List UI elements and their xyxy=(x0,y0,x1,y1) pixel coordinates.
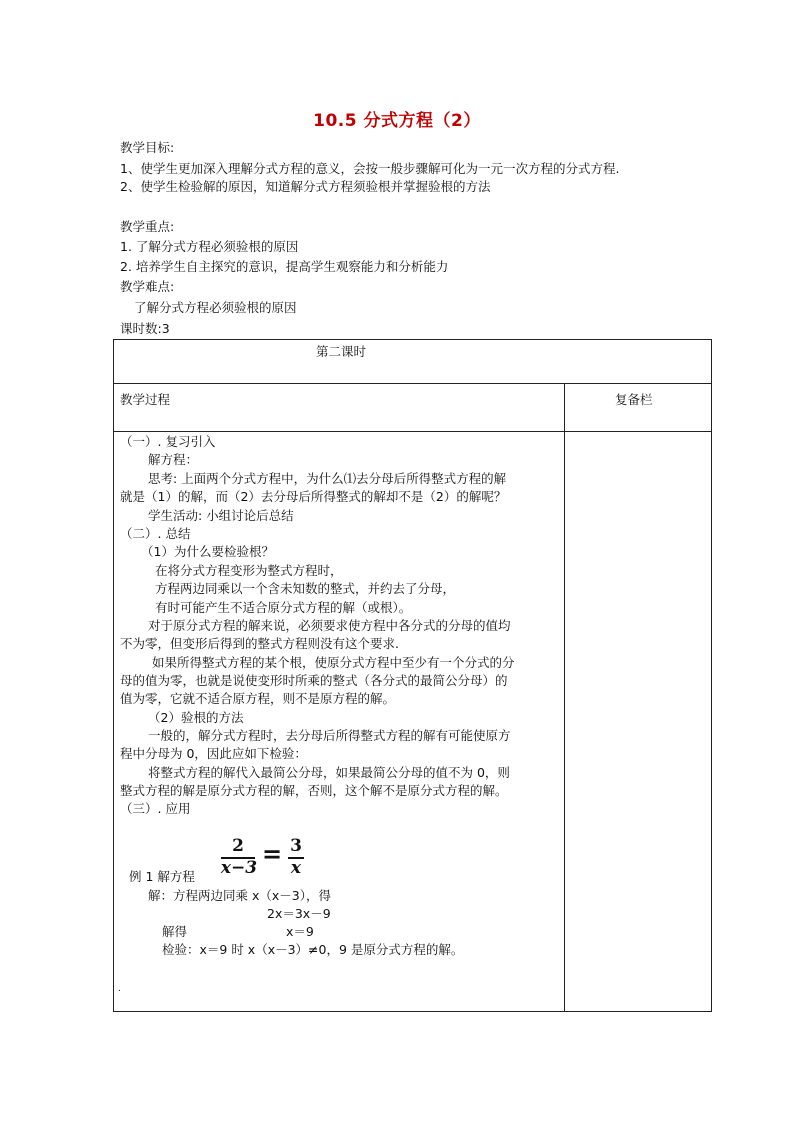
solution-step-label: 解得 xyxy=(162,924,188,939)
lhs-numerator: 2 xyxy=(232,836,244,856)
example-label: 例 1 解方程 xyxy=(129,869,195,884)
section-heading: （三）. 应用 xyxy=(120,801,191,816)
content-line: 值为零，它就不适合原方程，则不是原方程的解。 xyxy=(120,691,396,706)
class-hours: 课时数:3 xyxy=(120,321,170,336)
content-line: 在将分式方程变形为整式方程时， xyxy=(155,563,343,578)
solution-check: 检验：x＝9 时 x（x－3）≠0，9 是原分式方程的解。 xyxy=(162,942,464,957)
section-heading: （一）. 复习引入 xyxy=(120,434,216,449)
process-header: 教学过程 xyxy=(120,392,171,407)
content-line: 方程两边同乘以一个含未知数的整式，并约去了分母， xyxy=(155,581,456,596)
lesson-header-cell xyxy=(114,340,712,384)
content-line: 对于原分式方程的解来说，必须要求使方程中各分式的分母的值均 xyxy=(148,618,511,633)
content-line: 整式方程的解是原分式方程的解，否则，这个解不是原分式方程的解。 xyxy=(120,783,508,798)
solution-step: 解：方程两边同乘 x（x－3），得 xyxy=(148,888,331,903)
lesson-label: 第二课时 xyxy=(316,344,367,359)
content-line: 解方程： xyxy=(148,452,199,467)
subsection-heading: （2）验根的方法 xyxy=(148,710,244,725)
rhs-numerator: 3 xyxy=(290,836,302,856)
content-line: 学生活动: 小组讨论后总结 xyxy=(148,508,294,523)
lhs-denominator: x−3 xyxy=(220,858,258,878)
objective-item: 1、使学生更加深入理解分式方程的意义，会按一般步骤解可化为一元一次方程的分式方程. xyxy=(120,161,620,176)
stray-dot: . xyxy=(118,984,121,994)
solution-step: 2x＝3x－9 xyxy=(267,906,331,921)
equation xyxy=(114,432,565,912)
content-line: 如果所得整式方程的某个根，使原分式方程中至少有一个分式的分 xyxy=(152,655,515,670)
notes-header-cell xyxy=(565,384,712,432)
solution-step: x＝9 xyxy=(286,924,314,939)
rhs-denominator: x xyxy=(290,858,302,878)
content-line: 就是（1）的解，而（2）去分母后所得整式的解却不是（2）的解呢？ xyxy=(120,489,507,504)
subsection-heading: （1）为什么要检验根？ xyxy=(141,544,274,559)
page-title: 10.5 分式方程（2） xyxy=(313,111,481,131)
key-point-item: 2. 培养学生自主探究的意识，提高学生观察能力和分析能力 xyxy=(120,259,449,274)
lesson-table xyxy=(113,339,712,1012)
notes-header: 复备栏 xyxy=(615,392,653,407)
process-content xyxy=(114,432,564,1011)
content-line: 将整式方程的解代入最简公分母，如果最简公分母的值不为 0，则 xyxy=(148,765,510,780)
content-line: 不为零，但变形后得到的整式方程则没有这个要求. xyxy=(120,636,399,651)
content-line: 有时可能产生不适合原分式方程的解（或根）。 xyxy=(155,600,412,615)
content-line: 母的值为零，也就是说使变形时所乘的整式（各分式的最简公分母）的 xyxy=(120,673,508,688)
difficulty-item: 了解分式方程必须验根的原因 xyxy=(134,300,297,315)
process-content-cell xyxy=(114,432,565,1012)
process-header-cell xyxy=(114,384,565,432)
equals-sign: = xyxy=(262,839,283,868)
notes-content-cell xyxy=(565,432,712,1012)
key-point-item: 1. 了解分式方程必须验根的原因 xyxy=(120,239,299,254)
difficulties-heading: 教学难点: xyxy=(120,279,175,294)
content-line: 思考: 上面两个分式方程中，为什么⑴去分母后所得整式方程的解 xyxy=(148,471,507,486)
content-line: 一般的，解分式方程时，去分母后所得整式方程的解有可能使原方 xyxy=(148,728,511,743)
objective-item: 2、使学生检验解的原因，知道解分式方程须验根并掌握验根的方法 xyxy=(120,179,491,194)
section-heading: （二）. 总结 xyxy=(120,526,191,541)
key-points-heading: 教学重点: xyxy=(120,219,175,234)
content-line: 程中分母为 0，因此应如下检验： xyxy=(120,746,307,761)
objectives-heading: 教学目标: xyxy=(120,140,175,155)
